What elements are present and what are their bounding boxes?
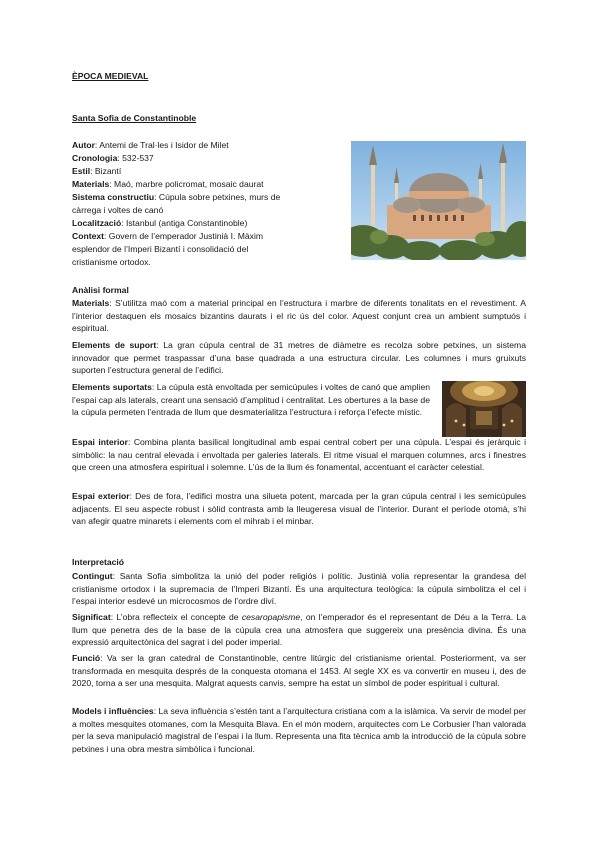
hagia-sophia-interior-photo <box>442 381 526 437</box>
formal-interior: Espai interior: Combina planta basilical longitudinal amb espai central cobert per una cúpula. L’espai és jeràrquic i simbòlic: la nau central elevada i envoltada per galeries laterals. El ritme visual el marquen columnes, arcs i finestres que creen una atmosfera espiritual i solemne. L’ús de la llum és fonamental, accentuant el caràcter celestial. <box>72 437 527 473</box>
meta-chronology: Cronologia: 532-537 <box>72 153 154 163</box>
formal-heading: Anàlisi formal <box>72 285 129 295</box>
interp-meaning: Significat: L’obra reflecteix el concepte de cesaropapisme, on l’emperador és el representant de Déu a la Terra. La llum que penetra des de la base de la cúpula crea una atmosfera que suggereix una presència divina. És una expressió arquitectònica del sagrat i del poder imperial. <box>72 612 526 648</box>
formal-supported: Elements suportats: La cúpula està envoltada per semicúpules i voltes de canó que amplien l’espai cap als laterals, creant una sensació d’amplitud i centralitat. Les obertures a la base de la cúpula permeten l’entrada de llum que desmaterialitza l’estructura i reforça l’efecte místic. <box>72 382 430 418</box>
interp-content: Contingut: Santa Sofia simbolitza la unió del poder religiós i polític. Justinià volia representar la grandesa del cristianisme ortodox i la supremacia de l’Imperi Bizantí. És una arquitectura teològica: la cúpula simbolitza el cel i l’espai interior esdevé un microcosmos de l’ordre diví. <box>72 571 526 607</box>
interp-models: Models i influències: La seva influència s’estén tant a l’arquitectura cristiana com a la islàmica. Va servir de model per a moltes mesquites otomanes, com la Mesquita Blava. En el món modern, arquitectes com Le Corbusier l’han valorada per la seva manipulació magistral de l’espai i la llum. Representa una fita tècnica amb la introducció de la cúpula sobre petxines i una obra mestra simbòlica i funcional. <box>72 706 526 754</box>
meta-materials: Materials: Maó, marbre policromat, mosaic daurat <box>72 179 264 189</box>
meta-context: Context: Govern de l’emperador Justinià I. Màxim <box>72 231 264 241</box>
meta-context-cont1: esplendor de l’Imperi Bizantí i consolidació del <box>72 244 249 254</box>
meta-system: Sistema constructiu: Cúpula sobre petxines, murs de <box>72 192 281 202</box>
interp-function: Funció: Va ser la gran catedral de Constantinoble, centre litúrgic del cristianisme oriental. Posteriorment, va ser transformada en mesquita després de la conquesta otomana el 1453. Al segle XX es va convertir en museu i, des de 2020, torna a ser una mesquita. Malgrat aquests canvis, sempre ha estat un símbol de poder espiritual i cultural. <box>72 653 526 689</box>
formal-exterior: Espai exterior: Des de fora, l’edifici mostra una silueta potent, marcada per la gran cúpula central i les semicúpules adjacents. El seu aspecte robust i sòlid contrasta amb la lleugeresa visual de l’interior. Durant el període otomà, s’hi van afegir quatre minarets i elements com el mihrab i el minbar. <box>72 491 526 527</box>
interpretation-heading: Interpretació <box>72 557 125 567</box>
period-heading: ÈPOCA MEDIEVAL <box>72 71 149 81</box>
hagia-sophia-exterior-photo <box>351 141 526 260</box>
formal-materials: Materials: S’utilitza maó com a material principal en l’estructura i marbre de diferents tonalitats en el revestiment. A l’interior destaquen els mosaics bizantins daurats i el ric ús del color. Aquest conjunt crea un ambient sumptuós i espiritual. <box>72 298 526 334</box>
formal-support: Elements de suport: La gran cúpula central de 31 metres de diàmetre es recolza sobre petxines, un sistema innovador que permet traspassar d’una base quadrada a una estructura circular. Les columnes i murs gruixuts suporten l’estructura general de l’edifici. <box>72 340 527 376</box>
meta-context-cont2: cristianisme ortodox. <box>72 257 151 267</box>
meta-style: Estil: Bizantí <box>72 166 122 176</box>
meta-system-cont: càrrega i voltes de canó <box>72 205 164 215</box>
meta-author: Autor: Antemi de Tral·les i Isidor de Milet <box>72 140 229 150</box>
meta-location: Localització: Istanbul (antiga Constantinoble) <box>72 218 248 228</box>
monument-title: Santa Sofia de Constantinoble <box>72 113 197 123</box>
